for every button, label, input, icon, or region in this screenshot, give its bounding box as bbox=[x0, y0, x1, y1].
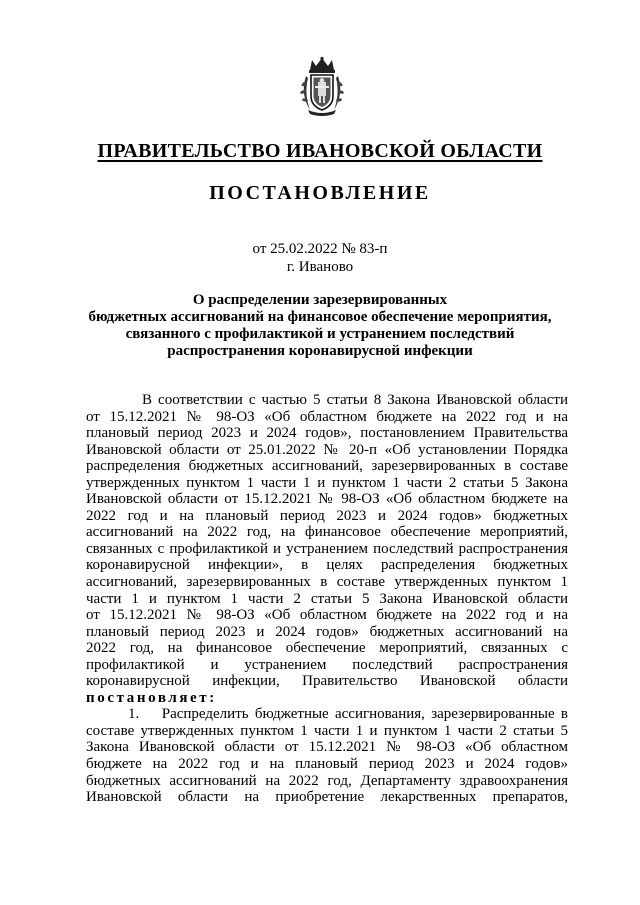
item-line: Закона Ивановской области от 15.12.2021 № 98-ОЗ «Об областном bbox=[86, 739, 568, 756]
body-line: части 1 и пунктом 1 части 2 статьи 5 Закона Ивановской области bbox=[86, 590, 568, 607]
body-line: плановый период 2023 и 2024 годов» бюджетных ассигнований на bbox=[86, 623, 568, 640]
body-line: Ивановской области от 25.01.2022 № 20-п «Об установлении Порядка bbox=[86, 441, 568, 458]
body-line: от 15.12.2021 № 98-ОЗ «Об областном бюджете на 2022 год и на bbox=[86, 607, 568, 624]
item-line: бюджете на 2022 год и на плановый период 2023 и 2024 годов» bbox=[86, 756, 568, 773]
body-line: профилактикой и устранением последствий распространения bbox=[86, 656, 568, 673]
resolves-word: постановляет: bbox=[86, 689, 217, 706]
body-line: 2022 год и на плановый период 2023 и 2024 годов» бюджетных bbox=[86, 507, 568, 524]
body-line: плановый период 2023 и 2024 годов», постановлением Правительства bbox=[86, 425, 568, 442]
body-line: коронавирусной инфекции, Правительство Ивановской области bbox=[86, 673, 568, 690]
document-subject bbox=[60, 292, 580, 360]
document-meta bbox=[60, 240, 580, 276]
body-line: распределения бюджетных ассигнований, зарезервированных в составе bbox=[86, 458, 568, 475]
body-line: от 15.12.2021 № 98-ОЗ «Об областном бюджете на 2022 год и на bbox=[86, 408, 568, 425]
body-line: В соответствии с частью 5 статьи 8 Закона Ивановской области bbox=[142, 392, 568, 408]
resolution-line bbox=[86, 690, 568, 707]
item-line: составе утвержденных пунктом 1 части 1 и пунктом 1 части 2 статьи 5 bbox=[86, 722, 568, 739]
body-line: ассигнований на 2022 год, на финансовое обеспечение мероприятий, bbox=[86, 524, 568, 541]
subject-line: бюджетных ассигнований на финансовое обеспечение мероприятия, bbox=[88, 309, 552, 325]
subject-line: распространения коронавирусной инфекции bbox=[167, 343, 473, 359]
document-type-title: ПОСТАНОВЛЕНИЕ bbox=[209, 182, 431, 204]
item-line: 1. Распределить бюджетные ассигнования, зарезервированные в bbox=[128, 706, 568, 723]
subject-line: О распределении зарезервированных bbox=[192, 292, 448, 308]
body-line: 2022 год, на финансовое обеспечение мероприятий, связанных с bbox=[86, 640, 568, 657]
body-line: Ивановской области от 15.12.2021 № 98-ОЗ «Об областном бюджете на bbox=[86, 491, 568, 508]
government-title: ПРАВИТЕЛЬСТВО ИВАНОВСКОЙ ОБЛАСТИ bbox=[97, 140, 543, 162]
body-line: утвержденных пунктом 1 части 1 и пунктом 1 части 2 статьи 5 Закона bbox=[86, 474, 568, 491]
coat-of-arms-icon bbox=[298, 56, 346, 118]
item-line: бюджетных ассигнований на 2022 год, Департаменту здравоохранения bbox=[86, 772, 568, 789]
body-line: ассигнований, зарезервированных в составе утвержденных пунктом 1 bbox=[86, 574, 568, 591]
document-body bbox=[86, 392, 568, 806]
item-line: Ивановской области на приобретение лекарственных препаратов, bbox=[86, 789, 568, 806]
body-line: коронавирусной инфекции», в целях распределения бюджетных bbox=[86, 557, 568, 574]
city: г. Иваново bbox=[286, 259, 354, 275]
date-number: от 25.02.2022 № 83-п bbox=[252, 241, 388, 257]
body-line: связанных с профилактикой и устранением последствий распространения bbox=[86, 540, 568, 557]
subject-line: связанного с профилактикой и устранением последствий bbox=[125, 326, 515, 342]
